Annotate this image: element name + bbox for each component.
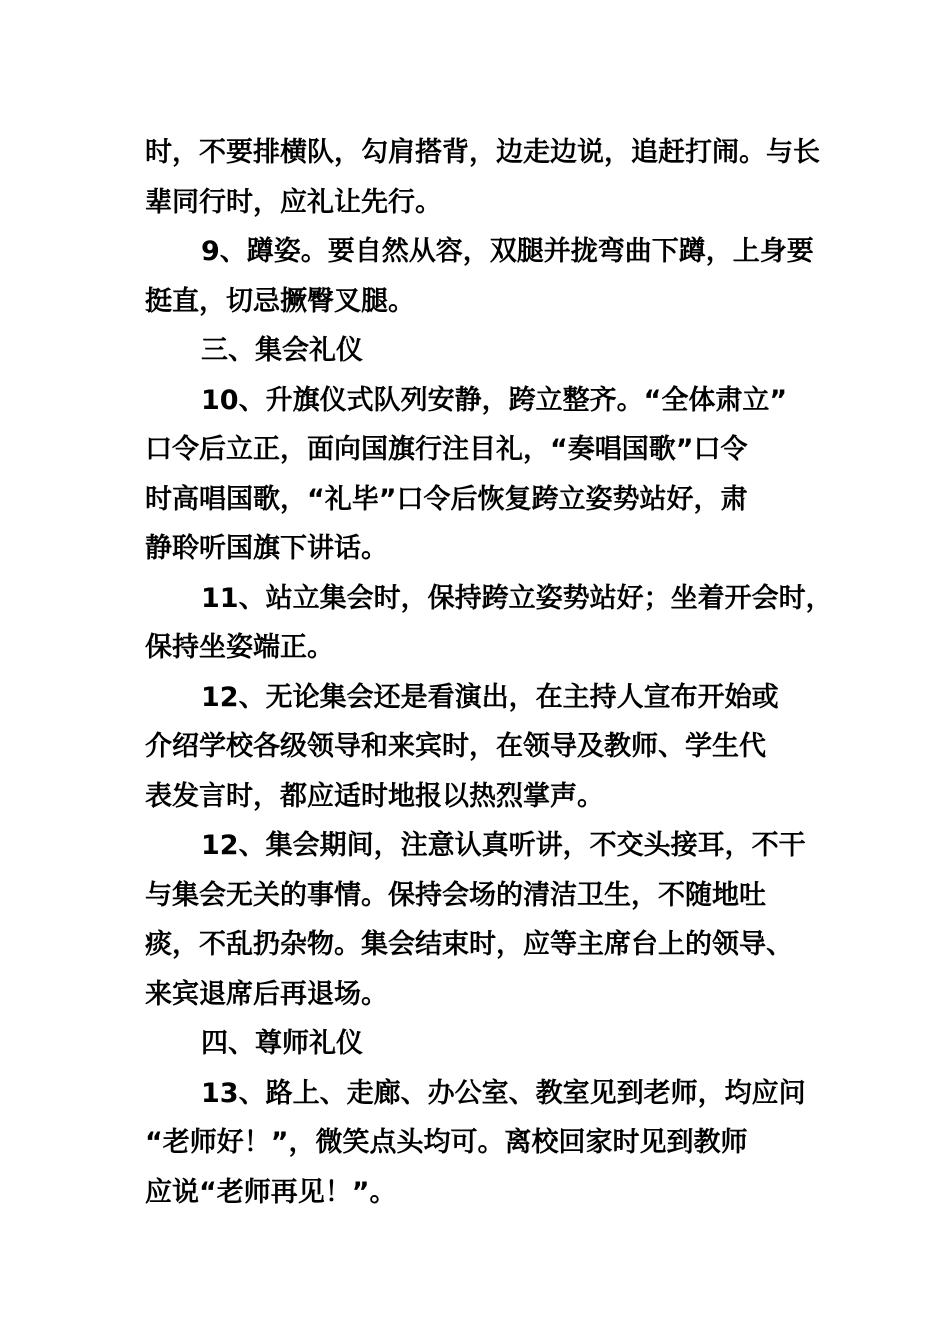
section-heading-assembly xyxy=(145,326,815,376)
text-line: 保持坐姿端正。 xyxy=(145,632,334,663)
text-line: 表发言时，都应适时地报以热烈掌声。 xyxy=(145,780,604,812)
text-line: 来宾退席后再退场。 xyxy=(145,978,388,1010)
text-line: 口令后立正，面向国旗行注目礼，“奏唱国歌”口令 xyxy=(145,434,748,465)
paragraph-item-9 xyxy=(145,227,815,326)
text-line: 介绍学校各级领导和来宾时，在领导及教师、学生代 xyxy=(145,731,766,762)
paragraph-item-11 xyxy=(145,574,833,673)
text-line: 辈同行时，应礼让先行。 xyxy=(145,186,442,218)
text-line: 静聆听国旗下讲话。 xyxy=(145,533,388,564)
text-line: 13、路上、走廊、办公室、教室见到老师，均应问 xyxy=(201,1077,806,1109)
text-line: 时，不要排横队，勾肩搭背，边走边说，追赶打闹。与长 xyxy=(145,137,820,168)
section-heading: 三、集会礼仪 xyxy=(201,335,363,366)
text-column xyxy=(145,128,833,1217)
text-line: 11、站立集会时，保持跨立姿势站好；坐着开会时， xyxy=(201,582,833,614)
text-line: 12、无论集会还是看演出，在主持人宣布开始或 xyxy=(201,681,779,713)
text-line: 9、蹲姿。要自然从容，双腿并拢弯曲下蹲，上身要 xyxy=(201,236,814,267)
paragraph-item-13 xyxy=(145,1069,815,1218)
text-line: 痰，不乱扔杂物。集会结束时，应等主席台上的领导、 xyxy=(145,929,793,960)
text-line: 应说“老师再见！”。 xyxy=(145,1176,397,1208)
text-line: 10、升旗仪式队列安静，跨立整齐。“全体肃立” xyxy=(201,384,788,416)
text-line: 挺直，切忌撅臀叉腿。 xyxy=(145,285,415,317)
paragraph-item-12b xyxy=(145,821,815,1019)
paragraph-item-12a xyxy=(145,673,815,822)
text-line: 时高唱国歌，“礼毕”口令后恢复跨立姿势站好，肃 xyxy=(145,483,748,515)
text-line: “老师好！”，微笑点头均可。离校回家时见到教师 xyxy=(145,1127,748,1158)
text-line: 与集会无关的事情。保持会场的清洁卫生，不随地吐 xyxy=(145,879,766,911)
section-heading: 四、尊师礼仪 xyxy=(201,1028,363,1059)
paragraph-item-10 xyxy=(145,376,815,574)
text-line: 12、集会期间，注意认真听讲，不交头接耳，不干 xyxy=(201,830,806,861)
section-heading-respect-teachers xyxy=(145,1019,815,1069)
paragraph-continuation xyxy=(145,128,820,227)
